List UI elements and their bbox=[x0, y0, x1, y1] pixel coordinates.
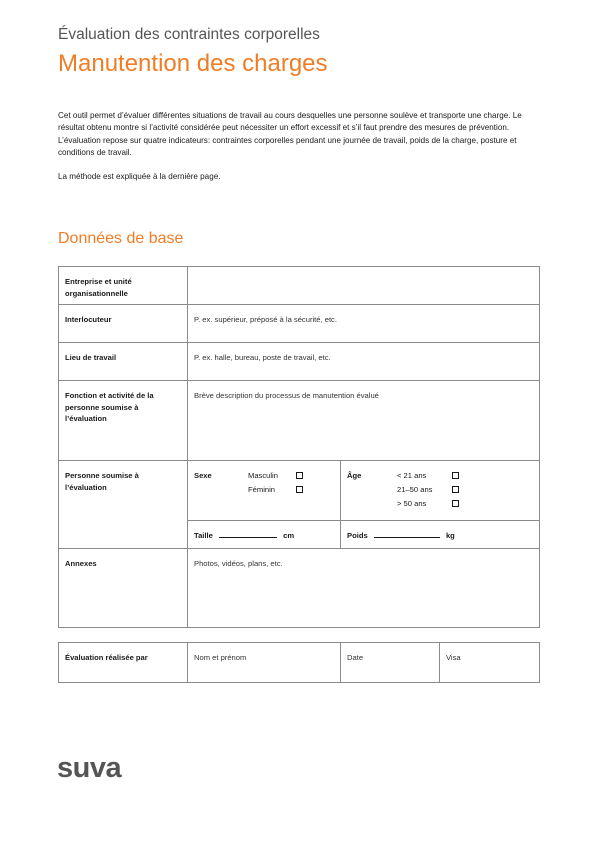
feminin-checkbox[interactable] bbox=[296, 486, 303, 493]
intro-paragraph-1: Cet outil permet d’évaluer différentes situations de travail au cours desquelles une personne soulève et transporte une charge. Le résultat obtenu montre si l’activité considérée peut nécessiter un effort excessif et s’il faut prendre des mesures de prévention. L’évaluation repose sur quatre indicateurs: contraintes corporelles pendant une journée de travail, poids de la charge, posture et conditions de travail. bbox=[58, 111, 522, 157]
basic-data-table bbox=[58, 266, 540, 628]
age-cell bbox=[341, 461, 540, 521]
age-over-50-checkbox[interactable] bbox=[452, 500, 459, 507]
sexe-label: Sexe bbox=[194, 471, 212, 480]
poids-input-line[interactable] bbox=[374, 530, 440, 538]
age-under-21-checkbox[interactable] bbox=[452, 472, 459, 479]
interlocuteur-label: Interlocuteur bbox=[59, 305, 188, 343]
interlocuteur-field[interactable]: P. ex. supérieur, préposé à la sécurité, etc. bbox=[188, 305, 540, 343]
document-supertitle: Évaluation des contraintes corporelles bbox=[58, 26, 320, 43]
fonction-label: Fonction et activité de la personne soumise à l’évaluation bbox=[59, 381, 188, 461]
evaluation-label: Évaluation réalisée par bbox=[59, 643, 188, 683]
age-option-over-50: > 50 ans bbox=[397, 499, 427, 508]
age-option-21-50: 21–50 ans bbox=[397, 485, 433, 494]
intro-paragraph-2: La méthode est expliquée à la dernière page. bbox=[58, 172, 221, 182]
age-21-50-checkbox[interactable] bbox=[452, 486, 459, 493]
annexes-label: Annexes bbox=[59, 549, 188, 628]
date-field[interactable]: Date bbox=[341, 643, 440, 683]
lieu-label: Lieu de travail bbox=[59, 343, 188, 381]
poids-label: Poids bbox=[347, 531, 368, 540]
taille-label: Taille bbox=[194, 531, 213, 540]
taille-input-line[interactable] bbox=[219, 530, 277, 538]
age-option-under-21: < 21 ans bbox=[397, 471, 427, 480]
annexes-field[interactable]: Photos, vidéos, plans, etc. bbox=[188, 549, 540, 628]
masculin-checkbox[interactable] bbox=[296, 472, 303, 479]
personne-label: Personne soumise à l’évaluation bbox=[59, 461, 188, 549]
sexe-option-feminin: Féminin bbox=[248, 485, 276, 494]
taille-unit: cm bbox=[283, 531, 295, 540]
taille-cell bbox=[188, 521, 341, 549]
suva-logo: suva bbox=[57, 752, 122, 784]
sexe-option-masculin: Masculin bbox=[248, 471, 278, 480]
entreprise-label: Entreprise et unité organisationnelle bbox=[59, 267, 188, 305]
document-title: Manutention des charges bbox=[58, 50, 328, 77]
visa-field[interactable]: Visa bbox=[440, 643, 540, 683]
sexe-cell bbox=[188, 461, 341, 521]
intro-text bbox=[58, 110, 540, 183]
lieu-field[interactable]: P. ex. halle, bureau, poste de travail, etc. bbox=[188, 343, 540, 381]
poids-cell bbox=[341, 521, 540, 549]
name-field[interactable]: Nom et prénom bbox=[188, 643, 341, 683]
entreprise-field[interactable] bbox=[188, 267, 540, 305]
evaluation-table bbox=[58, 642, 540, 683]
fonction-field[interactable]: Brève description du processus de manutention évalué bbox=[188, 381, 540, 461]
poids-unit: kg bbox=[445, 531, 455, 540]
section-title: Données de base bbox=[58, 230, 184, 247]
age-label: Âge bbox=[347, 471, 362, 480]
